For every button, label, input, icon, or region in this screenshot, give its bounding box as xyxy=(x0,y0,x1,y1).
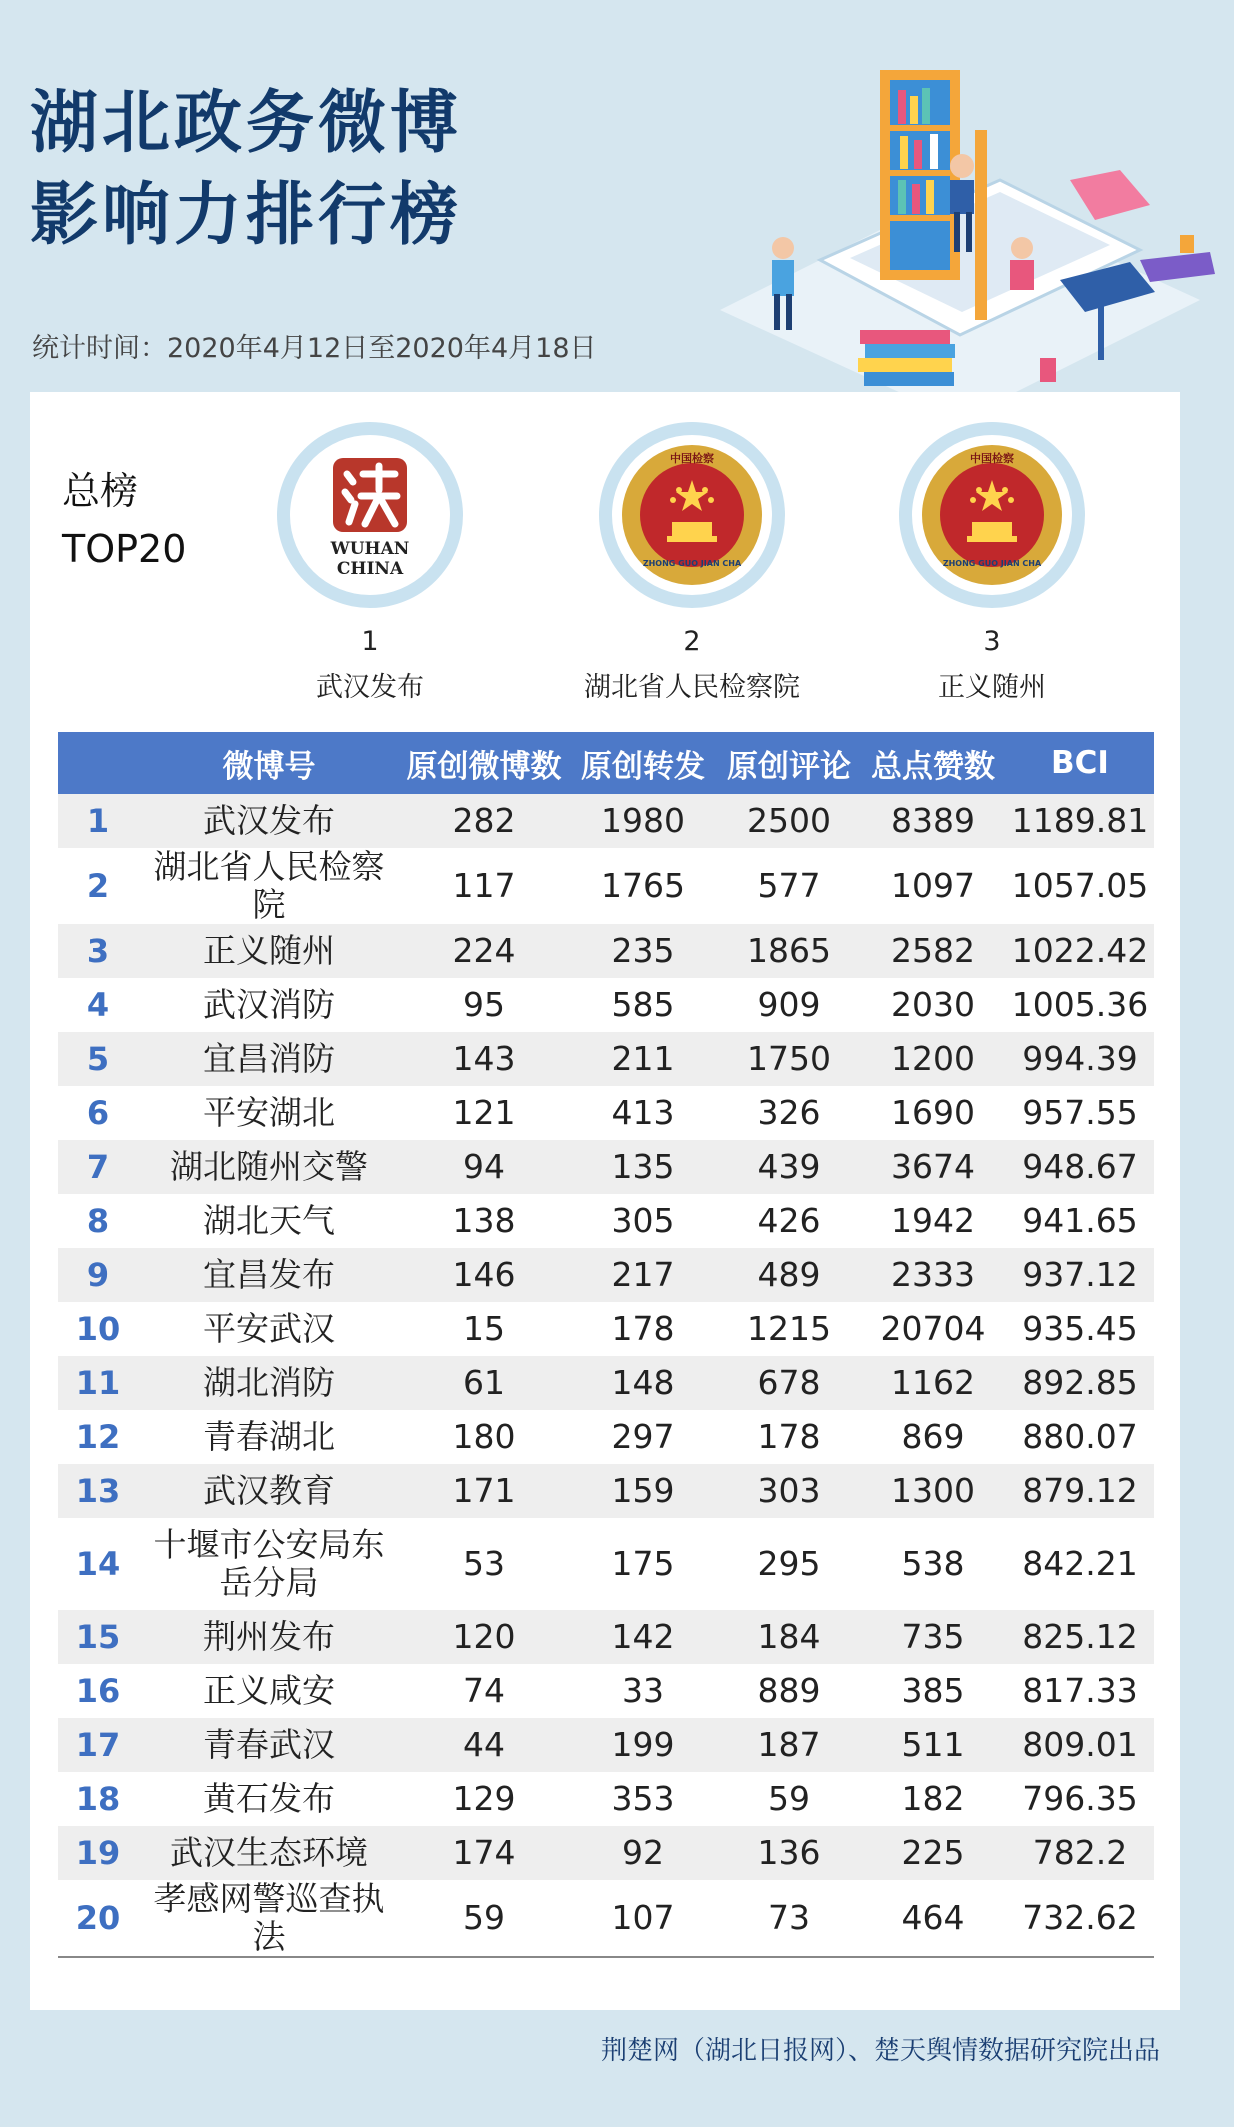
rank-cell: 8 xyxy=(86,1202,110,1240)
account-cell: 武汉生态环境 xyxy=(138,1826,400,1880)
col-header-original-comments: 原创评论 xyxy=(718,732,860,794)
bci-cell: 817.33 xyxy=(1022,1671,1138,1710)
svg-text:WUHAN: WUHAN xyxy=(330,539,410,559)
original-comments-cell: 73 xyxy=(718,1880,860,1957)
total-likes-cell: 538 xyxy=(901,1544,965,1583)
bci-cell: 892.85 xyxy=(1006,1356,1154,1410)
svg-text:ZHONG GUO JIAN CHA: ZHONG GUO JIAN CHA xyxy=(642,559,742,568)
original-reposts-cell: 199 xyxy=(568,1718,718,1772)
col-header-original-reposts: 原创转发 xyxy=(568,732,718,794)
rank-cell: 9 xyxy=(58,1248,138,1302)
original-posts-cell: 44 xyxy=(400,1718,568,1772)
stat-time: 统计时间：2020年4月12日至2020年4月18日 xyxy=(32,333,597,364)
original-posts-cell: 120 xyxy=(400,1610,568,1664)
original-comments-cell: 187 xyxy=(718,1718,860,1772)
winner-2-rank: 2 xyxy=(683,626,701,657)
bci-cell: 1057.05 xyxy=(1011,866,1149,905)
account-cell: 青春湖北 xyxy=(203,1417,335,1456)
account-cell: 平安武汉 xyxy=(203,1309,335,1348)
winner-logo-ring xyxy=(599,422,785,608)
col-header-bci: BCI xyxy=(1006,732,1154,794)
rank-cell: 18 xyxy=(75,1780,121,1818)
original-comments-cell: 59 xyxy=(768,1779,810,1818)
bci-cell: 994.39 xyxy=(1006,1032,1154,1086)
winner-1-rank: 1 xyxy=(361,626,379,657)
original-reposts-cell: 211 xyxy=(568,1032,718,1086)
total-likes-cell: 1162 xyxy=(860,1356,1006,1410)
bci-cell: 782.2 xyxy=(1006,1826,1154,1880)
table-header-row xyxy=(58,732,1154,794)
rank-cell: 13 xyxy=(58,1464,138,1518)
total-likes-cell: 2582 xyxy=(860,924,1006,978)
rank-cell: 15 xyxy=(58,1610,138,1664)
original-reposts-cell: 148 xyxy=(568,1356,718,1410)
table-row xyxy=(58,1826,1154,1880)
original-reposts-cell: 353 xyxy=(611,1779,675,1818)
original-reposts-cell: 142 xyxy=(568,1610,718,1664)
bci-cell: 879.12 xyxy=(1006,1464,1154,1518)
title-line-2: 影响力排行榜 xyxy=(30,176,463,255)
account-cell: 湖北消防 xyxy=(138,1356,400,1410)
winner-3 xyxy=(842,422,1142,704)
original-posts-cell: 146 xyxy=(400,1248,568,1302)
rank-cell: 10 xyxy=(75,1310,121,1348)
top-label-line1: 总榜 xyxy=(62,469,139,513)
rank-cell: 16 xyxy=(75,1672,121,1710)
original-posts-cell: 59 xyxy=(400,1880,568,1957)
winner-2 xyxy=(542,422,842,704)
table-row xyxy=(58,1086,1154,1140)
rank-cell: 3 xyxy=(58,924,138,978)
original-comments-cell: 136 xyxy=(718,1826,860,1880)
winner-logo-ring xyxy=(277,422,463,608)
rank-cell: 2 xyxy=(86,867,110,905)
original-comments-cell: 889 xyxy=(757,1671,821,1710)
svg-text:中国检察: 中国检察 xyxy=(670,452,714,465)
top-label xyxy=(62,462,186,578)
original-comments-cell: 184 xyxy=(718,1610,860,1664)
library-illustration xyxy=(700,30,1220,420)
rank-cell: 17 xyxy=(58,1718,138,1772)
account-cell: 孝感网警巡查执法 xyxy=(138,1880,400,1957)
total-likes-cell: 1690 xyxy=(891,1093,975,1132)
table-row xyxy=(58,1610,1154,1664)
account-cell: 青春武汉 xyxy=(138,1718,400,1772)
col-header-account: 微博号 xyxy=(138,732,400,794)
original-posts-cell: 94 xyxy=(400,1140,568,1194)
bci-cell: 1005.36 xyxy=(1011,985,1149,1024)
total-likes-cell: 385 xyxy=(901,1671,965,1710)
bci-cell: 732.62 xyxy=(1006,1880,1154,1957)
original-reposts-cell: 235 xyxy=(568,924,718,978)
original-posts-cell: 224 xyxy=(400,924,568,978)
account-cell: 宜昌发布 xyxy=(138,1248,400,1302)
procuratorate-emblem-icon xyxy=(612,435,772,595)
original-comments-cell: 2500 xyxy=(718,794,860,848)
table-body xyxy=(58,794,1154,1957)
page-title xyxy=(30,78,462,262)
bci-cell: 1189.81 xyxy=(1006,794,1154,848)
original-comments-cell: 678 xyxy=(718,1356,860,1410)
original-posts-cell: 74 xyxy=(463,1671,505,1710)
original-reposts-cell: 159 xyxy=(568,1464,718,1518)
total-likes-cell: 225 xyxy=(860,1826,1006,1880)
title-line-1: 湖北政务微博 xyxy=(30,84,463,163)
original-reposts-cell: 1980 xyxy=(568,794,718,848)
col-header-rank xyxy=(58,732,138,794)
account-cell: 荆州发布 xyxy=(138,1610,400,1664)
account-cell: 十堰市公安局东岳分局 xyxy=(153,1525,385,1602)
rank-cell: 6 xyxy=(86,1094,110,1132)
winner-logo-ring xyxy=(899,422,1085,608)
bci-cell: 1022.42 xyxy=(1006,924,1154,978)
rank-cell: 7 xyxy=(58,1140,138,1194)
rank-cell: 4 xyxy=(86,986,110,1024)
svg-text:CHINA: CHINA xyxy=(336,559,404,579)
original-posts-cell: 53 xyxy=(463,1544,505,1583)
bci-cell: 880.07 xyxy=(1022,1417,1138,1456)
original-posts-cell: 174 xyxy=(400,1826,568,1880)
original-comments-cell: 439 xyxy=(718,1140,860,1194)
account-cell: 湖北随州交警 xyxy=(138,1140,400,1194)
total-likes-cell: 735 xyxy=(860,1610,1006,1664)
original-reposts-cell: 175 xyxy=(611,1544,675,1583)
original-posts-cell: 117 xyxy=(452,866,516,905)
account-cell: 湖北天气 xyxy=(203,1201,335,1240)
table-row xyxy=(58,1356,1154,1410)
original-reposts-cell: 217 xyxy=(568,1248,718,1302)
top-label-line2: TOP20 xyxy=(62,527,187,571)
col-header-original-posts: 原创微博数 xyxy=(400,732,568,794)
original-reposts-cell: 305 xyxy=(611,1201,675,1240)
table-row xyxy=(58,978,1154,1032)
winner-1-name: 武汉发布 xyxy=(316,672,424,703)
original-reposts-cell: 107 xyxy=(568,1880,718,1957)
total-likes-cell: 1097 xyxy=(891,866,975,905)
winner-2-name: 湖北省人民检察院 xyxy=(584,672,800,703)
table-row xyxy=(58,1194,1154,1248)
table-row xyxy=(58,1410,1154,1464)
ranking-table xyxy=(58,732,1154,1958)
account-cell: 武汉教育 xyxy=(138,1464,400,1518)
original-comments-cell: 489 xyxy=(718,1248,860,1302)
original-reposts-cell: 33 xyxy=(622,1671,664,1710)
rank-cell: 11 xyxy=(58,1356,138,1410)
account-cell: 平安湖北 xyxy=(203,1093,335,1132)
original-reposts-cell: 413 xyxy=(611,1093,675,1132)
bci-cell: 937.12 xyxy=(1006,1248,1154,1302)
bci-cell: 957.55 xyxy=(1022,1093,1138,1132)
table-row xyxy=(58,848,1154,924)
original-posts-cell: 95 xyxy=(463,985,505,1024)
original-posts-cell: 138 xyxy=(452,1201,516,1240)
original-comments-cell: 295 xyxy=(757,1544,821,1583)
table-row xyxy=(58,1664,1154,1718)
total-likes-cell: 2030 xyxy=(891,985,975,1024)
account-cell: 武汉发布 xyxy=(138,794,400,848)
rank-cell: 14 xyxy=(75,1545,121,1583)
original-posts-cell: 61 xyxy=(400,1356,568,1410)
bci-cell: 935.45 xyxy=(1022,1309,1138,1348)
account-cell: 正义咸安 xyxy=(203,1671,335,1710)
winner-3-rank: 3 xyxy=(983,626,1001,657)
original-reposts-cell: 178 xyxy=(611,1309,675,1348)
total-likes-cell: 2333 xyxy=(860,1248,1006,1302)
bci-cell: 825.12 xyxy=(1006,1610,1154,1664)
total-likes-cell: 182 xyxy=(901,1779,965,1818)
total-likes-cell: 1200 xyxy=(860,1032,1006,1086)
account-cell: 正义随州 xyxy=(138,924,400,978)
original-comments-cell: 577 xyxy=(757,866,821,905)
original-reposts-cell: 135 xyxy=(568,1140,718,1194)
account-cell: 黄石发布 xyxy=(203,1779,335,1818)
rank-cell: 5 xyxy=(58,1032,138,1086)
rank-cell: 1 xyxy=(58,794,138,848)
original-comments-cell: 1865 xyxy=(718,924,860,978)
original-comments-cell: 303 xyxy=(718,1464,860,1518)
original-posts-cell: 143 xyxy=(400,1032,568,1086)
bci-cell: 796.35 xyxy=(1022,1779,1138,1818)
original-reposts-cell: 1765 xyxy=(601,866,685,905)
account-cell: 宜昌消防 xyxy=(138,1032,400,1086)
svg-text:中国检察: 中国检察 xyxy=(970,452,1014,465)
original-comments-cell: 178 xyxy=(757,1417,821,1456)
table-row xyxy=(58,1772,1154,1826)
rank-cell: 12 xyxy=(75,1418,121,1456)
total-likes-cell: 20704 xyxy=(880,1309,986,1348)
wuhan-seal-icon xyxy=(290,435,450,595)
table-row xyxy=(58,1464,1154,1518)
footer-credit: 荆楚网（湖北日报网）、楚天舆情数据研究院出品 xyxy=(600,2036,1160,2066)
svg-text:ZHONG GUO JIAN CHA: ZHONG GUO JIAN CHA xyxy=(942,559,1042,568)
original-comments-cell: 326 xyxy=(757,1093,821,1132)
ranking-panel xyxy=(30,392,1180,2010)
original-comments-cell: 1750 xyxy=(718,1032,860,1086)
table-row xyxy=(58,1718,1154,1772)
bci-cell: 842.21 xyxy=(1022,1544,1138,1583)
procuratorate-emblem-icon xyxy=(912,435,1072,595)
original-comments-cell: 909 xyxy=(757,985,821,1024)
table-row xyxy=(58,1880,1154,1957)
original-posts-cell: 129 xyxy=(452,1779,516,1818)
rank-cell: 20 xyxy=(58,1880,138,1957)
account-cell: 武汉消防 xyxy=(203,985,335,1024)
col-header-total-likes: 总点赞数 xyxy=(860,732,1006,794)
rank-cell: 19 xyxy=(58,1826,138,1880)
table-row xyxy=(58,1302,1154,1356)
bci-cell: 809.01 xyxy=(1006,1718,1154,1772)
original-reposts-cell: 297 xyxy=(611,1417,675,1456)
original-posts-cell: 171 xyxy=(400,1464,568,1518)
table-row xyxy=(58,1032,1154,1086)
winner-3-name: 正义随州 xyxy=(938,672,1046,703)
table-row xyxy=(58,1140,1154,1194)
original-comments-cell: 426 xyxy=(757,1201,821,1240)
table-row xyxy=(58,794,1154,848)
winner-1 xyxy=(220,422,520,704)
total-likes-cell: 464 xyxy=(860,1880,1006,1957)
table-row xyxy=(58,1518,1154,1610)
total-likes-cell: 511 xyxy=(860,1718,1006,1772)
original-reposts-cell: 92 xyxy=(568,1826,718,1880)
original-reposts-cell: 585 xyxy=(611,985,675,1024)
original-comments-cell: 1215 xyxy=(747,1309,831,1348)
total-likes-cell: 3674 xyxy=(860,1140,1006,1194)
account-cell: 湖北省人民检察院 xyxy=(153,847,385,924)
original-posts-cell: 282 xyxy=(400,794,568,848)
bci-cell: 941.65 xyxy=(1022,1201,1138,1240)
table-row xyxy=(58,1248,1154,1302)
original-posts-cell: 180 xyxy=(452,1417,516,1456)
total-likes-cell: 8389 xyxy=(860,794,1006,848)
original-posts-cell: 15 xyxy=(463,1309,505,1348)
table-row xyxy=(58,924,1154,978)
total-likes-cell: 1942 xyxy=(891,1201,975,1240)
total-likes-cell: 1300 xyxy=(860,1464,1006,1518)
original-posts-cell: 121 xyxy=(452,1093,516,1132)
bci-cell: 948.67 xyxy=(1006,1140,1154,1194)
total-likes-cell: 869 xyxy=(901,1417,965,1456)
